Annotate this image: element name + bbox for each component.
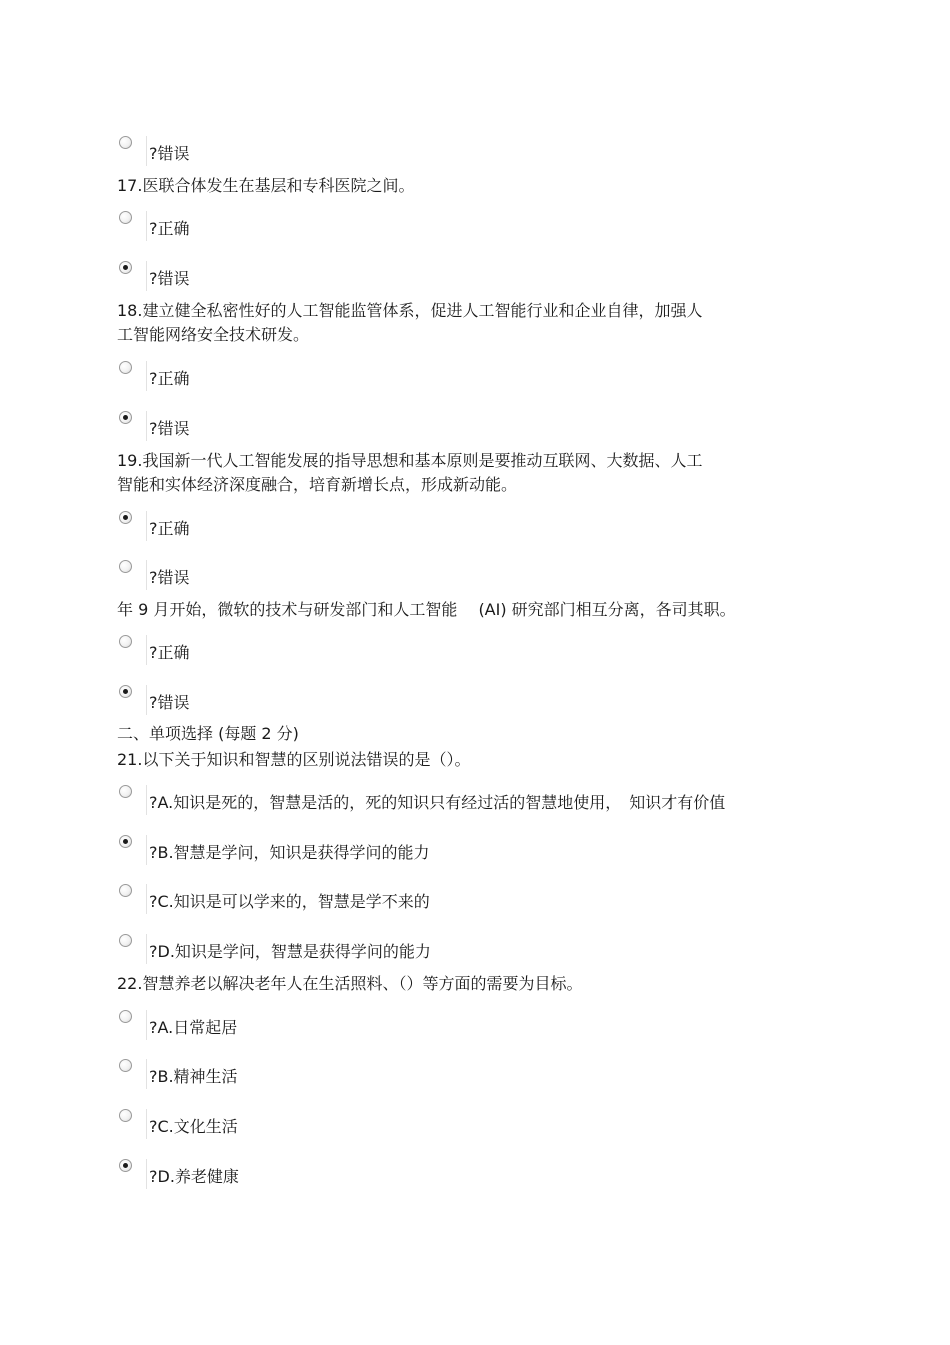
option-label: ?C.知识是可以学来的，智慧是学不来的: [149, 892, 430, 911]
option-label: ?A.知识是死的，智慧是活的，死的知识只有经过活的智慧地使用， 知识才有价值: [149, 793, 726, 812]
option-q21-a[interactable]: [117, 785, 837, 817]
divider: [146, 635, 147, 665]
option-label: ?正确: [149, 369, 190, 388]
question-17: 17.医联合体发生在基层和专科医院之间。: [117, 176, 415, 195]
divider: [146, 411, 147, 441]
option-label: ?正确: [149, 519, 190, 538]
radio-dot-icon: [123, 265, 128, 270]
option-label: ?错误: [149, 269, 190, 288]
option-q16-wrong[interactable]: [117, 136, 837, 168]
divider: [146, 261, 147, 291]
option-q22-c[interactable]: [117, 1109, 837, 1141]
question-line: 19.我国新一代人工智能发展的指导思想和基本原则是要推动互联网、大数据、人工: [117, 451, 703, 470]
divider: [146, 884, 147, 914]
question-20: 年 9 月开始，微软的技术与研发部门和人工智能 (AI) 研究部门相互分离，各司其职。: [117, 600, 736, 619]
question-21: 21.以下关于知识和智慧的区别说法错误的是（）。: [117, 750, 471, 769]
divider: [146, 136, 147, 166]
radio-button-icon[interactable]: [119, 934, 132, 947]
option-q17-wrong[interactable]: [117, 261, 837, 293]
divider: [146, 1059, 147, 1089]
option-q19-wrong[interactable]: [117, 560, 837, 592]
radio-button-icon[interactable]: [119, 1059, 132, 1072]
divider: [146, 785, 147, 815]
divider: [146, 361, 147, 391]
question-19: [117, 449, 702, 497]
option-label: ?D.养老健康: [149, 1167, 239, 1186]
radio-button-icon[interactable]: [119, 411, 132, 424]
divider: [146, 211, 147, 241]
radio-button-icon[interactable]: [119, 1109, 132, 1122]
radio-dot-icon: [123, 839, 128, 844]
divider: [146, 685, 147, 715]
radio-dot-icon: [123, 689, 128, 694]
option-q17-correct[interactable]: [117, 211, 837, 243]
divider: [146, 1010, 147, 1040]
option-label: ?错误: [149, 568, 190, 587]
question-line: 18.建立健全私密性好的人工智能监管体系，促进人工智能行业和企业自律，加强人: [117, 301, 703, 320]
question-line: 智能和实体经济深度融合，培育新增长点，形成新动能。: [117, 475, 518, 494]
radio-button-icon[interactable]: [119, 635, 132, 648]
option-label: ?D.知识是学问，智慧是获得学问的能力: [149, 942, 431, 961]
radio-dot-icon: [123, 1163, 128, 1168]
option-label: ?错误: [149, 419, 190, 438]
option-label: ?A.日常起居: [149, 1018, 238, 1037]
option-q21-d[interactable]: [117, 934, 837, 966]
radio-button-icon[interactable]: [119, 1010, 132, 1023]
option-q22-d[interactable]: [117, 1159, 837, 1191]
radio-button-icon[interactable]: [119, 685, 132, 698]
option-label: ?正确: [149, 643, 190, 662]
divider: [146, 835, 147, 865]
section-heading: 二、单项选择 (每题 2 分): [117, 724, 299, 743]
radio-dot-icon: [123, 515, 128, 520]
radio-button-icon[interactable]: [119, 560, 132, 573]
radio-button-icon[interactable]: [119, 884, 132, 897]
option-q20-wrong[interactable]: [117, 685, 837, 717]
radio-button-icon[interactable]: [119, 835, 132, 848]
question-22: 22.智慧养老以解决老年人在生活照料、（）等方面的需要为目标。: [117, 974, 583, 993]
radio-button-icon[interactable]: [119, 785, 132, 798]
divider: [146, 934, 147, 964]
question-line: 工智能网络安全技术研发。: [117, 325, 310, 344]
option-q19-correct[interactable]: [117, 511, 837, 543]
option-label: ?C.文化生活: [149, 1117, 238, 1136]
divider: [146, 560, 147, 590]
radio-button-icon[interactable]: [119, 261, 132, 274]
option-q18-wrong[interactable]: [117, 411, 837, 443]
radio-button-icon[interactable]: [119, 211, 132, 224]
radio-button-icon[interactable]: [119, 361, 132, 374]
option-label: ?错误: [149, 144, 190, 163]
divider: [146, 511, 147, 541]
option-label: ?B.精神生活: [149, 1067, 238, 1086]
option-q21-c[interactable]: [117, 884, 837, 916]
option-q20-correct[interactable]: [117, 635, 837, 667]
option-label: ?正确: [149, 219, 190, 238]
option-q22-b[interactable]: [117, 1059, 837, 1091]
question-18: [117, 299, 702, 347]
radio-button-icon[interactable]: [119, 1159, 132, 1172]
option-q22-a[interactable]: [117, 1010, 837, 1042]
radio-button-icon[interactable]: [119, 511, 132, 524]
option-q21-b[interactable]: [117, 835, 837, 867]
option-label: ?错误: [149, 693, 190, 712]
radio-button-icon[interactable]: [119, 136, 132, 149]
option-label: ?B.智慧是学问，知识是获得学问的能力: [149, 843, 430, 862]
divider: [146, 1109, 147, 1139]
radio-dot-icon: [123, 415, 128, 420]
option-q18-correct[interactable]: [117, 361, 837, 393]
divider: [146, 1159, 147, 1189]
